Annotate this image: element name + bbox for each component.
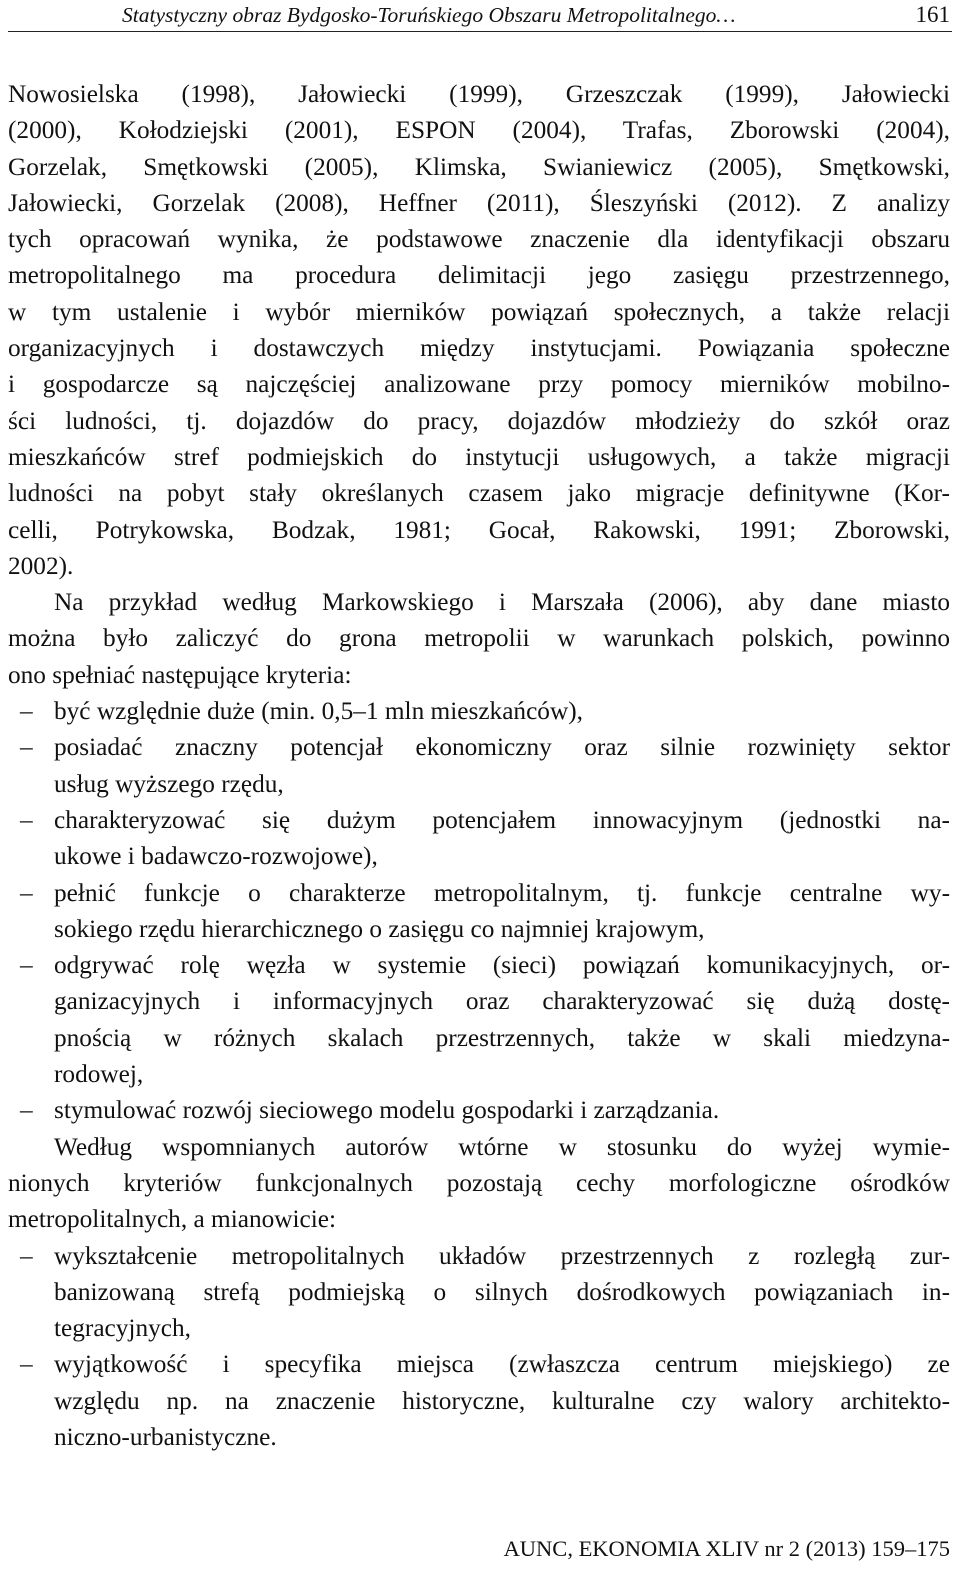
text-line: ono spełniać następujące kryteria: xyxy=(8,660,352,689)
text-line: Jałowiecki, Gorzelak (2008), Heffner (2011), Śleszyński (2012). Z analizy xyxy=(8,188,950,217)
paragraph-3 xyxy=(8,1129,950,1238)
text-line: i gospodarcze są najczęściej analizowane przy pomocy mierników mobilno- xyxy=(8,370,950,399)
list-item-line: rodowej, xyxy=(54,1060,144,1089)
list-item-line: usług wyższego rzędu, xyxy=(54,769,284,798)
morphology-list xyxy=(8,1238,950,1456)
text-line: Nowosielska (1998), Jałowiecki (1999), Grzeszczak (1999), Jałowiecki xyxy=(8,80,950,108)
dash-bullet: – xyxy=(20,878,33,907)
list-item xyxy=(8,693,950,729)
text-line: ści ludności, tj. dojazdów do pracy, dojazdów młodzieży do szkół oraz xyxy=(8,406,950,435)
list-item-text: odgrywać rolę węzła w systemie (sieci) powiązań komunikacyjnych, or- xyxy=(54,951,950,980)
list-item xyxy=(8,729,950,802)
journal-citation: AUNC, EKONOMIA XLIV nr 2 (2013) 159–175 xyxy=(503,1536,950,1561)
list-item-line xyxy=(8,1346,950,1382)
list-item-line xyxy=(8,802,950,838)
body-text xyxy=(8,76,950,1455)
text-line: (2000), Kołodziejski (2001), ESPON (2004), Trafas, Zborowski (2004), xyxy=(8,116,950,145)
list-item xyxy=(8,1346,950,1455)
list-item-text: wykształcenie metropolitalnych układów przestrzennych z rozległą zur- xyxy=(54,1241,950,1270)
list-item-text: pełnić funkcje o charakterze metropolitalnym, tj. funkcje centralne wy- xyxy=(54,878,950,907)
text-line: Na przykład według Markowskiego i Marszała (2006), aby dane miasto xyxy=(54,588,950,617)
paragraph-1 xyxy=(8,76,950,584)
list-item-line: ukowe i badawczo-rozwojowe), xyxy=(54,842,378,871)
text-line: ludności na pobyt stały określanych czasem jako migracje definitywne (Kor- xyxy=(8,479,950,508)
list-item-text: wyjątkowość i specyfika miejsca (zwłaszcza centrum miejskiego) ze xyxy=(54,1350,950,1379)
list-item-line: tegracyjnych, xyxy=(54,1314,191,1343)
running-header xyxy=(8,0,952,32)
text-line: mieszkańców stref podmiejskich do instytucji usługowych, a także migracji xyxy=(8,442,950,471)
list-item-line: banizowaną strefą podmiejską o silnych dośrodkowych powiązaniach in- xyxy=(54,1277,950,1306)
list-item-text: być względnie duże (min. 0,5–1 mln mieszkańców), xyxy=(54,697,583,726)
list-item xyxy=(8,947,950,1092)
text-line: tych opracowań wynika, że podstawowe znaczenie dla identyfikacji obszaru xyxy=(8,225,950,254)
list-item-text: posiadać znaczny potencjał ekonomiczny oraz silnie rozwinięty sektor xyxy=(54,733,950,762)
dash-bullet: – xyxy=(20,1096,33,1125)
list-item xyxy=(8,875,950,948)
text-line: w tym ustalenie i wybór mierników powiązań społecznych, a także relacji xyxy=(8,297,950,326)
text-line: 2002). xyxy=(8,551,74,580)
list-item xyxy=(8,1238,950,1347)
list-item-line: ganizacyjnych i informacyjnych oraz charakteryzować się dużą dostę- xyxy=(54,987,950,1016)
text-line: Według wspomnianych autorów wtórne w stosunku do wyżej wymie- xyxy=(54,1132,950,1161)
dash-bullet: – xyxy=(20,805,33,834)
dash-bullet: – xyxy=(20,1241,33,1270)
list-item-text: stymulować rozwój sieciowego modelu gospodarki i zarządzania. xyxy=(54,1096,720,1125)
text-line: można było zaliczyć do grona metropolii w warunkach polskich, powinno xyxy=(8,624,950,653)
list-item-line: sokiego rzędu hierarchicznego o zasięgu co najmniej krajowym, xyxy=(54,914,705,943)
list-item-line: niczno-urbanistyczne. xyxy=(54,1422,277,1451)
page-number: 161 xyxy=(915,2,950,27)
list-item-line: pnością w różnych skalach przestrzennych, także w skali miedzyna- xyxy=(54,1023,950,1052)
text-line: metropolitalnych, a mianowicie: xyxy=(8,1205,337,1234)
text-line: nionych kryteriów funkcjonalnych pozostają cechy morfologiczne ośrodków xyxy=(8,1168,950,1197)
dash-bullet: – xyxy=(20,1350,33,1379)
dash-bullet: – xyxy=(20,697,33,726)
text-line: organizacyjnych i dostawczych między instytucjami. Powiązania społeczne xyxy=(8,334,950,363)
list-item-line xyxy=(8,875,950,911)
list-item xyxy=(8,802,950,875)
list-item-line: względu np. na znaczenie historyczne, kulturalne czy walory architekto- xyxy=(54,1386,950,1415)
text-line: Gorzelak, Smętkowski (2005), Klimska, Swianiewicz (2005), Smętkowski, xyxy=(8,152,950,181)
dash-bullet: – xyxy=(20,733,33,762)
running-title: Statystyczny obraz Bydgosko-Toruńskiego Obszaru Metropolitalnego… xyxy=(122,3,736,27)
paragraph-2 xyxy=(8,584,950,693)
text-line: celli, Potrykowska, Bodzak, 1981; Gocał, Rakowski, 1991; Zborowski, xyxy=(8,515,950,544)
list-item-text: charakteryzować się dużym potencjałem innowacyjnym (jednostki na- xyxy=(54,805,950,834)
list-item-line xyxy=(8,1238,950,1274)
text-line: metropolitalnego ma procedura delimitacji jego zasięgu przestrzennego, xyxy=(8,261,950,290)
dash-bullet: – xyxy=(20,951,33,980)
criteria-list xyxy=(8,693,950,1129)
list-item-line xyxy=(8,693,950,729)
list-item-line xyxy=(8,947,950,983)
list-item-line xyxy=(8,1092,950,1128)
list-item xyxy=(8,1092,950,1128)
list-item-line xyxy=(8,729,950,765)
